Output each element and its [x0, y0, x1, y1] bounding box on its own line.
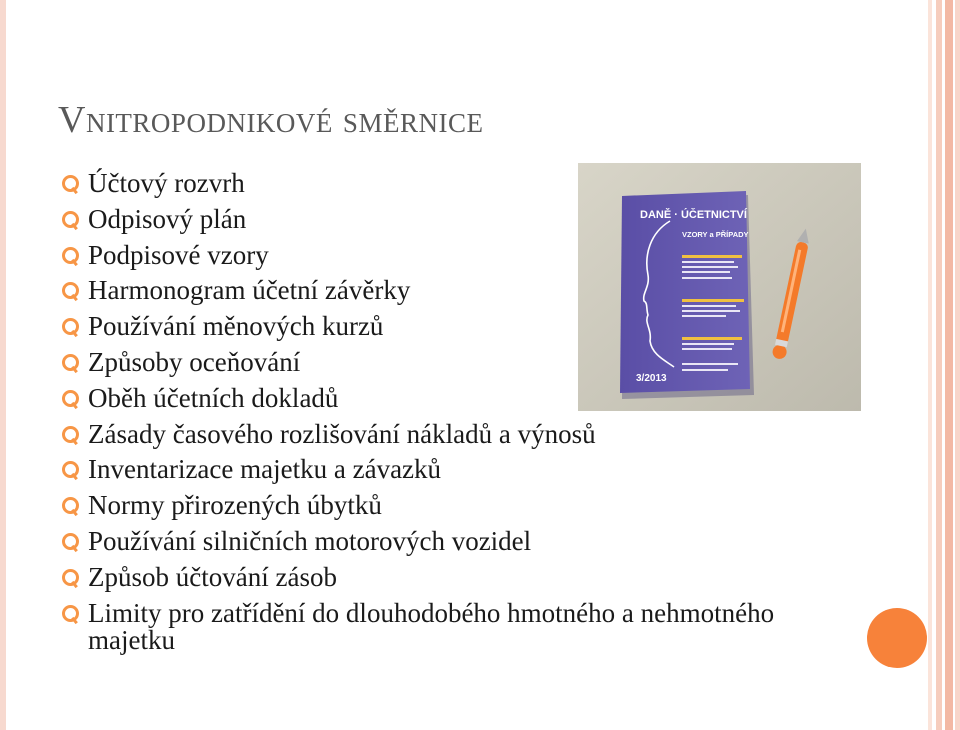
cover-stripe	[682, 315, 726, 317]
list-item: Používání měnových kurzů	[56, 313, 796, 340]
cover-stripe	[682, 310, 740, 312]
bullet-icon	[62, 569, 79, 586]
slide-title: Vnitropodnikové směrnice	[58, 99, 484, 141]
cover-stripe	[682, 363, 738, 365]
left-edge-stripe	[0, 0, 6, 730]
list-item: Zásady časového rozlišování nákladů a výnosů	[56, 421, 796, 448]
cover-stripe	[682, 266, 738, 268]
list-item: Normy přirozených úbytků	[56, 492, 796, 519]
cover-stripe	[682, 271, 730, 273]
cover-stripe	[682, 277, 732, 279]
bullet-icon	[62, 354, 79, 371]
list-item: Účtový rozvrh	[56, 170, 796, 197]
list-item: Způsob účtování zásob	[56, 564, 796, 591]
magazine-subtitle: VZORY a PŘÍPADY	[682, 230, 749, 239]
bullet-icon	[62, 497, 79, 514]
magazine-title: DANĚ · ÚČETNICTVÍ	[640, 209, 747, 221]
magazine-photo	[578, 163, 861, 411]
bullet-icon	[62, 605, 79, 622]
cover-stripe	[682, 369, 728, 371]
bullet-icon	[62, 533, 79, 550]
bullet-icon	[62, 390, 79, 407]
list-item: Používání silničních motorových vozidel	[56, 528, 796, 555]
cover-stripe	[682, 255, 742, 258]
magazine-cover	[620, 191, 750, 393]
list-item: Způsoby oceňování	[56, 349, 796, 376]
list-item: Harmonogram účetní závěrky	[56, 277, 796, 304]
list-item: Oběh účetních dokladů	[56, 385, 796, 412]
bullet-icon	[62, 247, 79, 264]
cover-stripe	[682, 343, 734, 345]
list-item: Odpisový plán	[56, 206, 796, 233]
right-edge-stripes	[928, 0, 960, 730]
cover-stripe	[682, 337, 742, 340]
magazine-issue: 3/2013	[636, 373, 667, 384]
bullet-icon	[62, 318, 79, 335]
bullet-icon	[62, 211, 79, 228]
bullet-icon	[62, 175, 79, 192]
cover-stripe	[682, 299, 744, 302]
bullet-icon	[62, 282, 79, 299]
cover-stripe	[682, 305, 736, 307]
bullet-icon	[62, 461, 79, 478]
list-item: Limity pro zatřídění do dlouhodobého hmotného a nehmotného majetku	[56, 600, 796, 654]
cover-stripe	[682, 261, 734, 263]
list-item: Inventarizace majetku a závazků	[56, 456, 796, 483]
bullet-icon	[62, 426, 79, 443]
decorative-orange-circle	[867, 608, 927, 668]
cover-stripe	[682, 348, 732, 350]
list-item: Podpisové vzory	[56, 242, 796, 269]
